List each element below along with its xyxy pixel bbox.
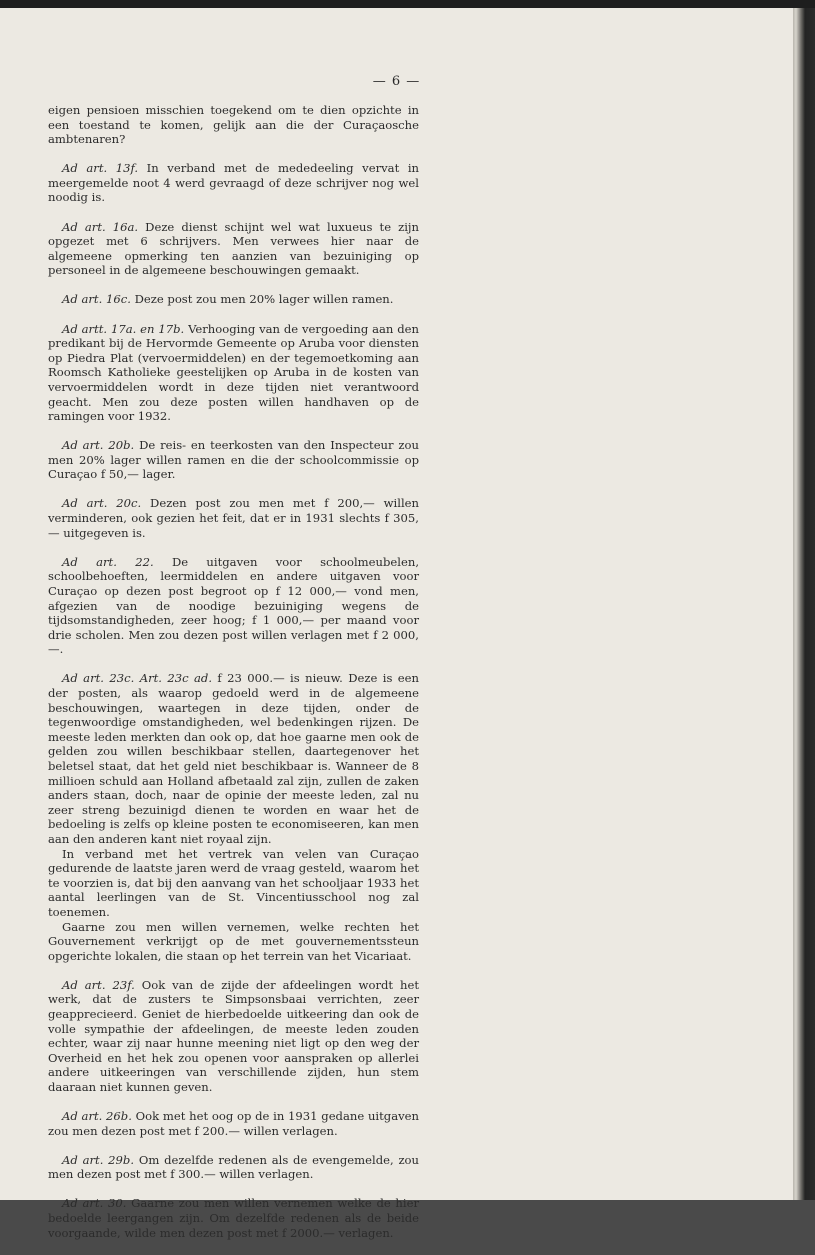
paragraph-text <box>48 1109 419 1138</box>
paragraph-text <box>48 920 419 964</box>
article-reference: Ad art. 30. <box>62 1196 127 1211</box>
paragraph-text <box>48 322 419 424</box>
paragraph-text <box>48 161 419 205</box>
paragraph-body: eigen pensioen misschien toegekend om te dien opzichte in een toestand te komen, gelijk aan die der Curaçaosche ambtenaren? <box>48 103 419 147</box>
article-reference: Ad art. 23f. <box>62 977 135 992</box>
article-reference: Ad art. 26b. <box>62 1109 132 1124</box>
paragraph <box>48 671 419 963</box>
article-reference: Ad art. 22. <box>62 554 154 569</box>
article-reference: Ad art. 20b. <box>62 438 135 453</box>
paragraph-text <box>48 496 419 540</box>
paragraph <box>48 555 419 657</box>
paragraph-body: Gaarne zou men willen vernemen, welke rechten het Gouvernement verkrijgt op de met gouvernementssteun opgerichte lokalen, die staan op het terrein van het Vicariaat. <box>48 919 419 963</box>
paragraph-text <box>48 978 419 1095</box>
paragraph-text <box>48 671 419 846</box>
paragraph-text <box>48 103 419 147</box>
paragraph <box>48 1109 419 1138</box>
article-reference: Ad art. 29b. <box>62 1152 135 1167</box>
article-reference: Ad art. 23c. Art. 23c ad. <box>62 671 213 686</box>
paragraph <box>48 161 419 205</box>
paragraph-body: Ook van de zijde der afdeelingen wordt het werk, dat de zusters te Simpsonsbaai verrichten, zeer geapprecieerd. Geniet de hierbedoelde uitkeering dan ook de volle sympathie der afdeelingen, de meeste leden zouden echter, waar zij naar hunne meening niet ligt op den weg der Overheid en het hek zou openen voor aanspraken op allerlei andere uitkeeringen van verschillende zijden, hun stem daaraan niet kunnen geven. <box>48 977 419 1094</box>
page-edge-shadow <box>793 8 815 1200</box>
paragraph <box>48 322 419 424</box>
paragraph-body: Verhooging van de vergoeding aan den predikant bij de Hervormde Gemeente op Aruba voor diensten op Piedra Plat (vervoermiddelen) en der tegemoetkoming aan Roomsch Katholieke geestelijken op Aruba in de kosten van vervoermiddelen wordt in deze tijden niet verantwoord geacht. Men zou deze posten willen handhaven op de ramingen voor 1932. <box>48 321 419 424</box>
paragraph-body: Dezen post zou men met f 200,— willen verminderen, ook gezien het feit, dat er in 1931 slechts f 305,— uitgegeven is. <box>48 496 419 540</box>
article-reference: Ad art. 16c. <box>62 292 131 307</box>
scanner-top-band <box>0 0 815 8</box>
article-reference: Ad art. 16a. <box>62 219 139 234</box>
paragraph <box>48 220 419 278</box>
paragraph-body: Ook met het oog op de in 1931 gedane uitgaven zou men dezen post met f 200.— willen verlagen. <box>48 1109 419 1138</box>
paragraph-body: De reis- en teerkosten van den Inspecteur zou men 20% lager willen ramen en die der schoolcommissie op Curaçao f 50,— lager. <box>48 438 419 482</box>
paragraph-body: In verband met de mededeeling vervat in meergemelde noot 4 werd gevraagd of deze schrijver nog wel noodig is. <box>48 161 420 205</box>
paragraph <box>48 1153 419 1182</box>
article-reference: Ad artt. 17a. en 17b. <box>62 321 185 336</box>
paragraph <box>48 978 419 1095</box>
paragraph-body: Om dezelfde redenen als de evengemelde, zou men dezen post met f 300.— willen verlagen. <box>48 1152 420 1182</box>
paragraph <box>48 103 419 147</box>
paragraph <box>48 496 419 540</box>
paragraph <box>48 292 419 307</box>
paragraph-body: f 23 000.— is nieuw. Deze is een der posten, als waarop gedoeld werd in de algemeene beschouwingen, waartegen in deze tijden, onder de tegenwoordige omstandigheden, wel bedenkingen rijzen. De meeste leden merkten dan ook op, dat hoe gaarne men ook de gelden zou willen beschikbaar stellen, daartegenover het beletsel staat, dat het geld niet beschikbaar is. Wanneer de 8 millioen schuld aan Holland afbetaald zal zijn, zullen de zaken anders staan, doch, naar de opinie der meeste leden, zal nu zeer streng bezuinigd dienen te worden en waar het de bedoeling is zelfs op kleine posten te economiseeren, kan men aan den anderen kant niet royaal zijn. <box>48 671 419 846</box>
paragraph-body: Deze dienst schijnt wel wat luxueus te zijn opgezet met 6 schrijvers. Men verwees hier naar de algemeene opmerking ten aanzien van bezuiniging op personeel in de algemeene beschouwingen gemaakt. <box>48 219 419 278</box>
paragraph-body: Gaarne zou men willen vernemen welke de hier bedoelde leergangen zijn. Om dezelfde redenen als de beide voorgaande, wilde men dezen post met f 2000.— verlagen. <box>48 1196 420 1240</box>
paragraph-body: In verband met het vertrek van velen van Curaçao gedurende de laatste jaren werd de vraag gesteld, waarom het te voorzien is, dat bij den aanvang van het schooljaar 1933 het aantal leerlingen van de St. Vincentiusschool nog zal toenemen. <box>48 846 419 919</box>
paragraph-body: De uitgaven voor schoolmeubelen, schoolbehoeften, leermiddelen en andere uitgaven voor Curaçao op dezen post begroot op f 12 000,— vond men, afgezien van de noodige bezuiniging wegens de tijdsomstandigheden, zeer hoog; f 1 000,— per maand voor drie scholen. Men zou dezen post willen verlagen met f 2 000,—. <box>48 554 420 657</box>
body-text <box>48 103 419 1255</box>
paragraph-text <box>48 555 419 657</box>
paragraph-text <box>48 1153 419 1182</box>
paragraph <box>48 1196 419 1240</box>
paragraph-text <box>48 292 419 307</box>
paragraph-body: Deze post zou men 20% lager willen ramen. <box>134 292 394 307</box>
article-reference: Ad art. 20c. <box>62 496 142 511</box>
paragraph-text <box>48 847 419 920</box>
page-number: — 6 — <box>372 74 421 89</box>
paragraph-text <box>48 1196 419 1240</box>
paragraph-text <box>48 438 419 482</box>
article-reference: Ad art. 13f. <box>62 161 139 176</box>
paragraph <box>48 438 419 482</box>
paragraph-text <box>48 220 419 278</box>
